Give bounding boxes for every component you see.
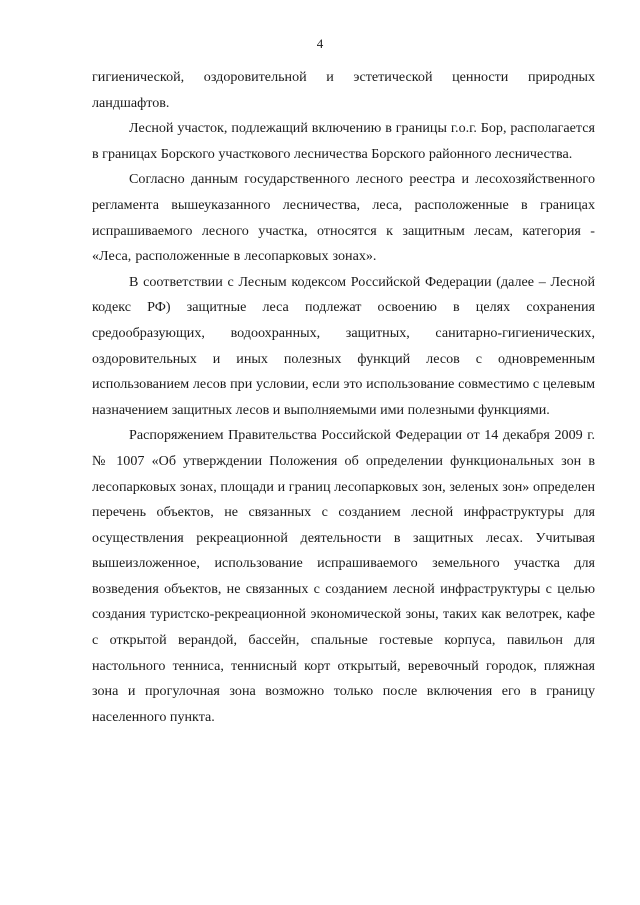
- document-body: [92, 65, 595, 730]
- paragraph-forest-plot: Лесной участок, подлежащий включению в границы г.о.г. Бор, располагается в границах Борского участкового лесничества Борского районного лесничества.: [92, 120, 595, 162]
- page-number: 4: [316, 36, 324, 51]
- paragraph-government-order: Распоряжением Правительства Российской Федерации от 14 декабря 2009 г. № 1007 «Об утверждении Положения об определении функциональных зон в лесопарковых зонах, площади и границ лесопарковых зон, зеленых зон» определен перечень объектов, не связанных с созданием лесной инфраструктуры для осуществления рекреационной деятельности в защитных лесах. Учитывая вышеизложенное, использование испрашиваемого земельного участка для возведения объектов, не связанных с созданием лесной инфраструктуры с целью создания туристско-рекреационной экономической зоны, таких как велотрек, кафе с открытой верандой, бассейн, спальные гостевые корпуса, павильон для настольного тенниса, теннисный корт открытый, веревочный городок, пляжная зона и прогулочная зона возможно только после включения его в границу населенного пункта.: [92, 427, 595, 725]
- paragraph-forest-registry: Согласно данным государственного лесного реестра и лесохозяйственного регламента вышеуказанного лесничества, леса, расположенные в границах испрашиваемого лесного участка, относятся к защитным лесам, категория - «Леса, расположенные в лесопарковых зонах».: [92, 171, 595, 265]
- paragraph-continuation: гигиенической, оздоровительной и эстетической ценности природных ландшафтов.: [92, 69, 595, 111]
- paragraph-forest-code: В соответствии с Лесным кодексом Российской Федерации (далее – Лесной кодекс РФ) защитные леса подлежат освоению в целях сохранения средообразующих, водоохранных, защитных, санитарно-гигиенических, оздоровительных и иных полезных функций лесов с одновременным использованием лесов при условии, если это использование совместимо с целевым назначением защитных лесов и выполняемыми ими полезными функциями.: [92, 273, 595, 418]
